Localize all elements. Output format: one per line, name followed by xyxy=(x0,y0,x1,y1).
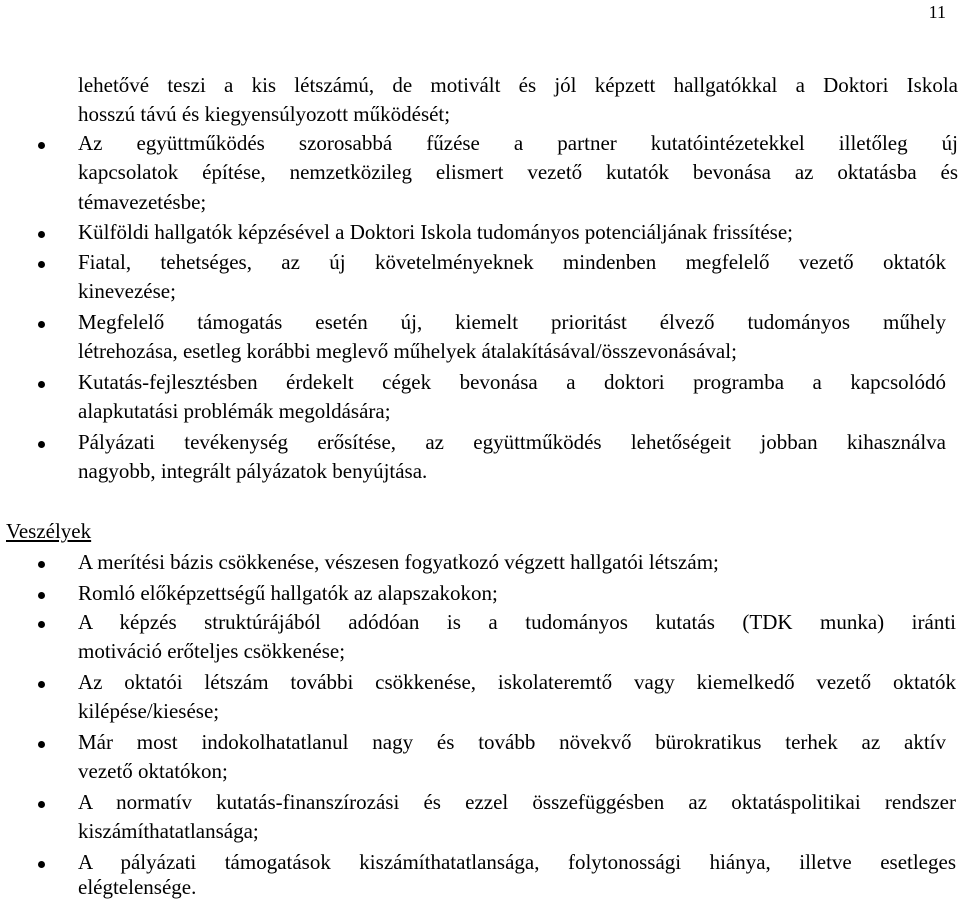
list-item-line: Megfelelő támogatás esetén új, kiemelt prioritást élvező tudományos műhely xyxy=(78,310,946,334)
bullet-icon xyxy=(38,231,45,238)
list-item-line: alapkutatási problémák megoldására; xyxy=(78,399,391,423)
bullet-icon xyxy=(38,861,45,868)
list-item-line: témavezetésbe; xyxy=(78,190,207,214)
list-item-line: A képzés struktúrájából adódóan is a tudományos kutatás (TDK munka) iránti xyxy=(78,610,956,634)
page-number: 11 xyxy=(928,2,946,22)
bullet-icon xyxy=(38,261,45,268)
list-item-line: kiszámíthatatlansága; xyxy=(78,819,259,843)
list-item-line: A pályázati támogatások kiszámíthatatlansága, folytonossági hiánya, illetve esetleges xyxy=(78,850,956,874)
bullet-icon xyxy=(38,142,45,149)
list-item-line: Már most indokolhatatlanul nagy és tovább növekvő bürokratikus terhek az aktív xyxy=(78,730,946,754)
section-heading: Veszélyek xyxy=(6,519,92,543)
list-item-line: kilépése/kiesése; xyxy=(78,699,220,723)
bullet-icon xyxy=(38,321,45,328)
paragraph-line: lehetővé teszi a kis létszámú, de motivált és jól képzett hallgatókkal a Doktori Iskola xyxy=(78,73,958,97)
list-item-line: elégtelensége. xyxy=(78,875,197,899)
bullet-icon xyxy=(38,592,45,599)
bullet-icon xyxy=(38,381,45,388)
paragraph-line: hosszú távú és kiegyensúlyozott működését; xyxy=(78,102,451,126)
bullet-icon xyxy=(38,621,45,628)
list-item-line: Az oktatói létszám további csökkenése, iskolateremtő vagy kiemelkedő vezető oktatók xyxy=(78,670,956,694)
list-item-line: létrehozása, esetleg korábbi meglevő műhelyek átalakításával/összevonásával; xyxy=(78,339,737,363)
list-item-line: Kutatás-fejlesztésben érdekelt cégek bevonása a doktori programba a kapcsolódó xyxy=(78,370,946,394)
bullet-icon xyxy=(38,741,45,748)
list-item-line: Az együttműködés szorosabbá fűzése a partner kutatóintézetekkel illetőleg új xyxy=(78,131,958,155)
list-item-line: A merítési bázis csökkenése, vészesen fogyatkozó végzett hallgatói létszám; xyxy=(78,550,719,574)
list-item-line: nagyobb, integrált pályázatok benyújtása. xyxy=(78,459,428,483)
list-item-line: Fiatal, tehetséges, az új követelményeknek mindenben megfelelő vezető oktatók xyxy=(78,250,946,274)
list-item-line: Romló előképzettségű hallgatók az alapszakokon; xyxy=(78,581,498,605)
list-item-line: Pályázati tevékenység erősítése, az együttműködés lehetőségeit jobban kihasználva xyxy=(78,430,946,454)
bullet-icon xyxy=(38,561,45,568)
list-item-line: kinevezése; xyxy=(78,279,176,303)
list-item-line: kapcsolatok építése, nemzetközileg elismert vezető kutatók bevonása az oktatásba és xyxy=(78,160,958,184)
bullet-icon xyxy=(38,681,45,688)
bullet-icon xyxy=(38,441,45,448)
list-item-line: A normatív kutatás-finanszírozási és ezzel összefüggésben az oktatáspolitikai rendszer xyxy=(78,790,956,814)
list-item-line: Külföldi hallgatók képzésével a Doktori Iskola tudományos potenciáljának frissítése; xyxy=(78,220,793,244)
list-item-line: vezető oktatókon; xyxy=(78,759,228,783)
list-item-line: motiváció erőteljes csökkenése; xyxy=(78,639,346,663)
bullet-icon xyxy=(38,801,45,808)
